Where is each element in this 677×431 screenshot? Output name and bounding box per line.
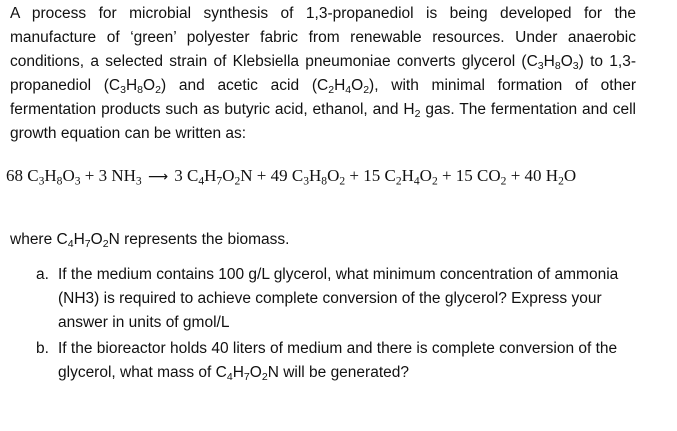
- question-text: If the medium contains 100 g/L glycerol, what minimum concentration of ammonia (NH3) is required to achieve complete conversion of the glycerol? Express your answer in units of gmol/L: [58, 266, 619, 331]
- formula-subscript: 2: [414, 108, 421, 121]
- equation-subscript: 3: [38, 174, 45, 188]
- formula-element: O: [249, 364, 262, 381]
- equation-term: O: [563, 166, 577, 185]
- equation-subscript: 4: [413, 174, 420, 188]
- formula-subscript: 4: [345, 84, 352, 97]
- equation-term: + 3 NH: [80, 166, 136, 185]
- question-text: If the bioreactor holds 40 liters of medium and there is complete conversion of the glycerol, what mass of C: [58, 340, 618, 381]
- intro-text: ), with minimal formation of other fermentation products such as butyric acid, ethanol, and H: [10, 77, 636, 118]
- formula-element: O: [351, 77, 364, 94]
- equation-subscript: 2: [339, 174, 346, 188]
- formula-subscript: 8: [554, 60, 561, 73]
- intro-text: ) and acetic acid (: [160, 77, 317, 94]
- question-list: [0, 263, 640, 387]
- formula-element: O: [90, 231, 103, 248]
- formula-subscript: 4: [226, 371, 233, 384]
- equation-term: + 15 CO: [437, 166, 501, 185]
- equation-subscript: 8: [56, 174, 63, 188]
- formula-subscript: 4: [67, 238, 74, 251]
- question-text: N will be generated?: [267, 364, 409, 381]
- question-item-a: [0, 263, 640, 335]
- equation-subscript: 2: [234, 174, 241, 188]
- question-marker: a.: [36, 266, 49, 283]
- reaction-arrow-icon: ⟶: [147, 169, 169, 185]
- formula-subscript: 7: [243, 371, 250, 384]
- formula-element: O: [560, 53, 573, 70]
- fermentation-equation: [6, 166, 674, 186]
- intro-text: ) to 1,3-propanediol (: [10, 53, 636, 94]
- glycerol-formula: [526, 53, 579, 73]
- note-text: N represents the biomass.: [108, 231, 290, 248]
- formula-element: H: [73, 231, 85, 248]
- equation-subscript: 3: [135, 174, 142, 188]
- equation-subscript: 2: [431, 174, 438, 188]
- question-marker: b.: [36, 340, 49, 357]
- equation-term: H: [204, 166, 217, 185]
- formula-subscript: 8: [137, 84, 144, 97]
- intro-text: gas. The fermentation and cell growth equation can be written as:: [10, 101, 636, 142]
- note-text: where C: [10, 231, 68, 248]
- formula-element: H: [125, 77, 138, 94]
- equation-term: 3 C: [170, 166, 199, 185]
- equation-term: O: [222, 166, 235, 185]
- formula-element: H: [334, 77, 346, 94]
- problem-intro-paragraph: [10, 2, 636, 146]
- formula-subscript: 3: [572, 60, 579, 73]
- equation-term: O: [62, 166, 75, 185]
- formula-subscript: 2: [102, 238, 109, 251]
- equation-term: H: [309, 166, 322, 185]
- equation-term: 68 C: [6, 166, 39, 185]
- formula-element: C: [108, 77, 121, 94]
- acetic-acid-formula: [317, 77, 370, 97]
- equation-term: O: [419, 166, 432, 185]
- formula-element: H: [232, 364, 244, 381]
- equation-term: H: [401, 166, 414, 185]
- equation-subscript: 4: [198, 174, 205, 188]
- propanediol-formula: [108, 77, 161, 97]
- equation-subscript: 2: [395, 174, 402, 188]
- equation-subscript: 2: [500, 174, 507, 188]
- equation-subscript: 7: [216, 174, 223, 188]
- formula-element: C: [317, 77, 329, 94]
- equation-term: N + 49 C: [240, 166, 304, 185]
- formula-element: O: [143, 77, 156, 94]
- equation-subscript: 2: [558, 174, 564, 188]
- intro-text: A process for microbial synthesis of 1,3-propanediol is being developed for the manufacture of ‘green’ polyester fabric from renewable resources. Under anaerobic conditions, a selected strain of Klebsiella pneumoniae converts glycerol (: [10, 5, 636, 70]
- question-item-b: [0, 337, 640, 385]
- formula-subscript: 3: [120, 84, 126, 97]
- formula-subscript: 3: [537, 60, 544, 73]
- formula-element: H: [543, 53, 555, 70]
- formula-subscript: 2: [328, 84, 335, 97]
- formula-subscript: 7: [84, 238, 91, 251]
- equation-subscript: 8: [321, 174, 328, 188]
- equation-subscript: 3: [303, 174, 309, 188]
- formula-subscript: 2: [261, 371, 268, 384]
- biomass-note: [10, 228, 289, 252]
- equation-term: + 40 H: [506, 166, 559, 185]
- equation-term: + 15 C: [345, 166, 396, 185]
- formula-subscript: 2: [155, 84, 161, 97]
- formula-subscript: 2: [363, 84, 370, 97]
- equation-term: H: [44, 166, 57, 185]
- formula-element: C: [526, 53, 538, 70]
- equation-subscript: 3: [74, 174, 81, 188]
- equation-term: O: [327, 166, 340, 185]
